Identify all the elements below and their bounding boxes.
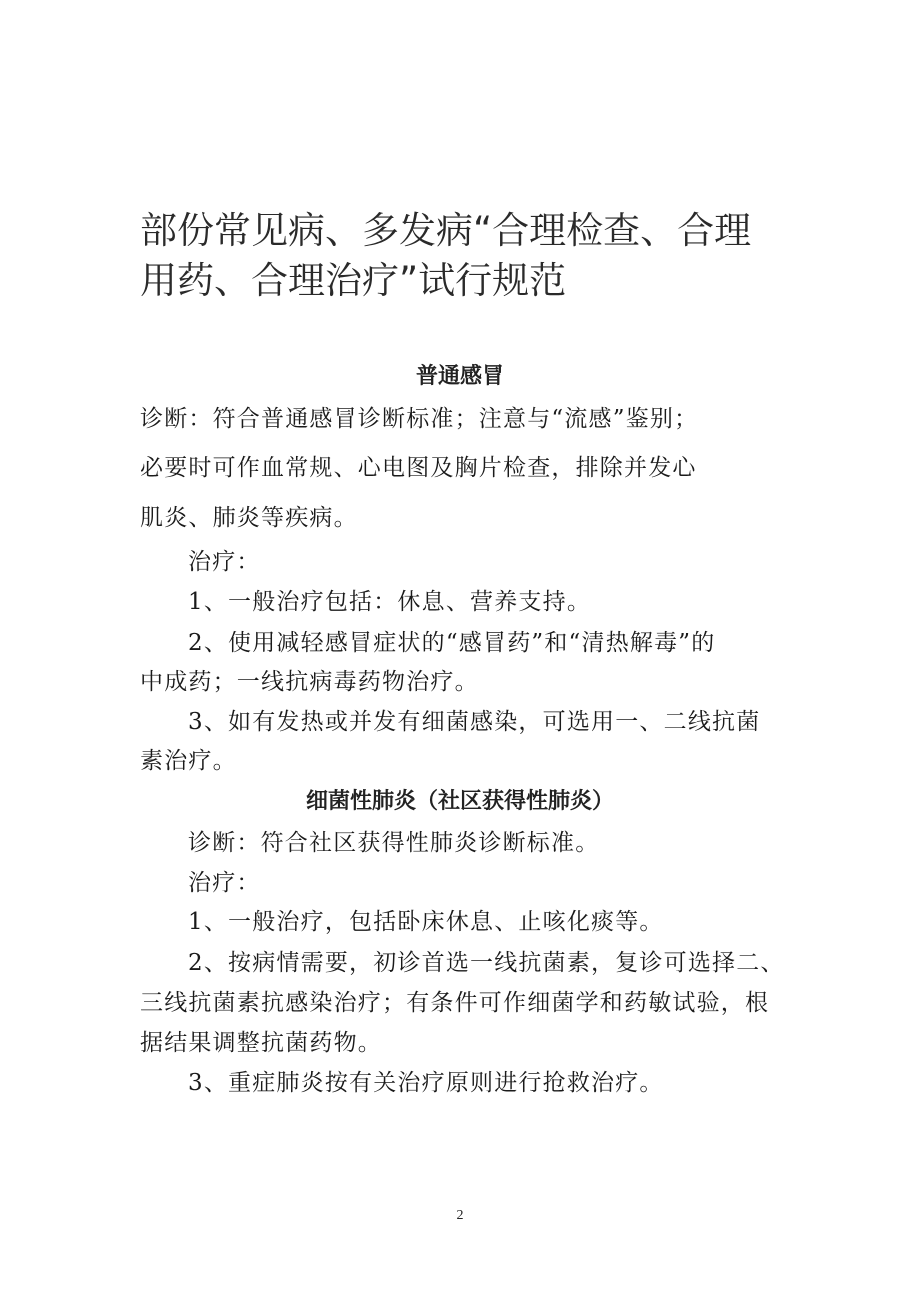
paragraph-line: 中成药；一线抗病毒药物治疗。 [140,669,479,695]
treatment-item: 2、使用减轻感冒症状的“感冒药”和“清热解毒”的 [188,630,716,656]
paragraph-line: 三线抗菌素抗感染治疗；有条件可作细菌学和药敏试验，根 [140,990,770,1016]
paragraph-line: 诊断：符合普通感冒诊断标准；注意与“流感”鉴别； [140,406,699,432]
page-number: 2 [456,1208,464,1223]
paragraph-line: 据结果调整抗菌药物。 [140,1030,382,1056]
treatment-label: 治疗： [188,549,261,575]
section-heading-pneumonia: 细菌性肺炎（社区获得性肺炎） [305,789,614,814]
treatment-label: 治疗： [188,870,261,896]
treatment-item: 3、重症肺炎按有关治疗原则进行抢救治疗。 [188,1070,664,1096]
treatment-item: 1、一般治疗包括：休息、营养支持。 [188,589,592,615]
document-title [140,206,790,306]
section-heading-common-cold: 普通感冒 [415,364,504,389]
diagnosis-line: 诊断：符合社区获得性肺炎诊断标准。 [188,830,600,856]
title-line-2: 用药、合理治疗”试行规范 [140,259,567,302]
treatment-item: 1、一般治疗，包括卧床休息、止咳化痰等。 [188,909,664,935]
treatment-item: 2、按病情需要，初诊首选一线抗菌素，复诊可选择二、 [188,950,785,976]
treatment-item: 3、如有发热或并发有细菌感染，可选用一、二线抗菌 [188,709,761,735]
paragraph-line: 肌炎、肺炎等疾病。 [140,505,358,531]
title-line-1: 部份常见病、多发病“合理检查、合理 [140,209,752,252]
paragraph-line: 必要时可作血常规、心电图及胸片检查，排除并发心 [140,455,697,481]
paragraph-line: 素治疗。 [140,748,237,774]
